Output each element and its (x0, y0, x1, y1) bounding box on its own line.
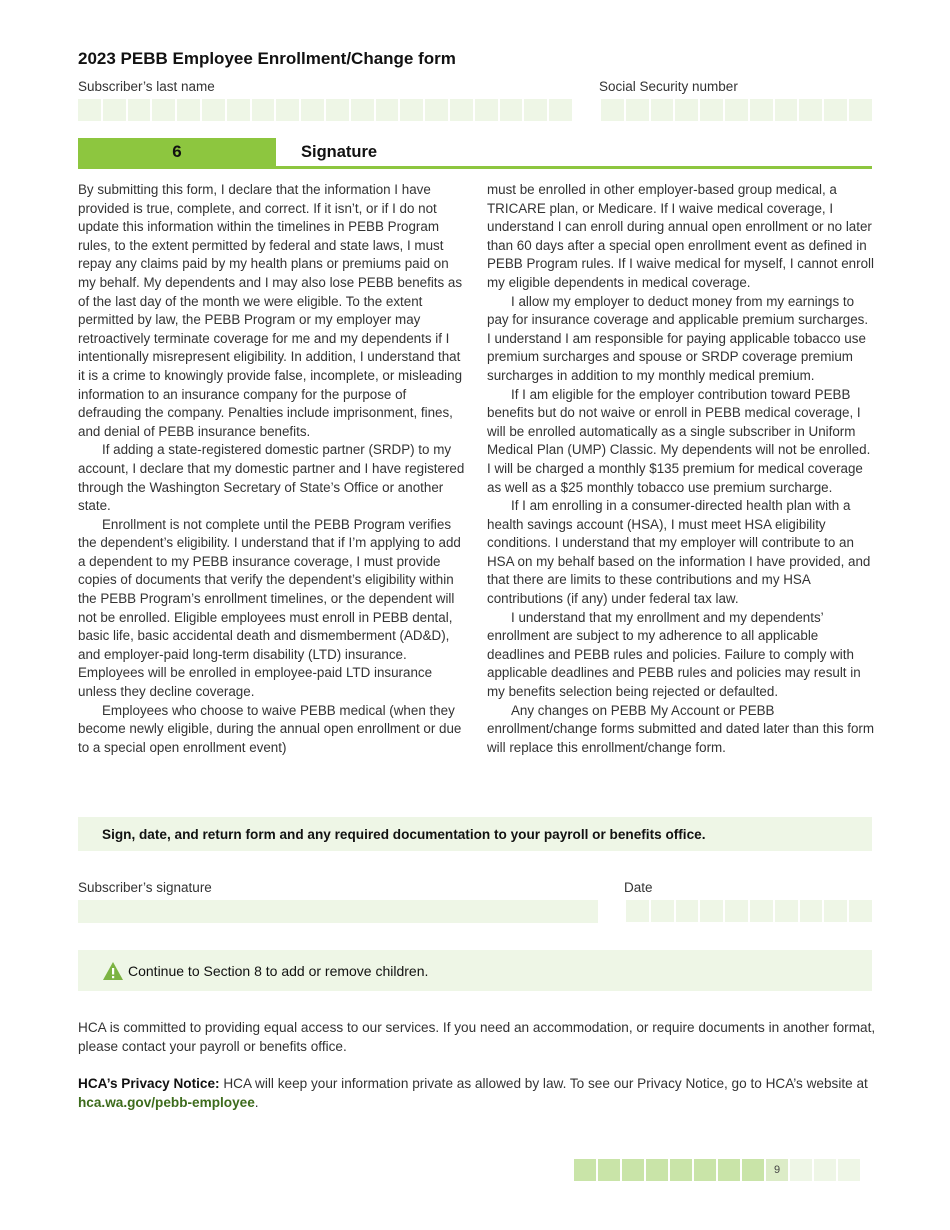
last-name-char-box[interactable] (400, 99, 423, 121)
last-name-char-box[interactable] (450, 99, 473, 121)
last-name-char-box[interactable] (152, 99, 175, 121)
last-name-char-box[interactable] (475, 99, 498, 121)
ssn-label: Social Security number (599, 79, 738, 94)
page-indicator (574, 1159, 860, 1181)
ssn-char-box[interactable] (700, 99, 723, 121)
declaration-left-column (78, 181, 466, 757)
last-name-input[interactable] (78, 99, 572, 121)
continue-note-text: Continue to Section 8 to add or remove children. (128, 962, 429, 979)
date-char-box[interactable] (824, 900, 847, 922)
ssn-char-box[interactable] (601, 99, 624, 121)
ssn-input[interactable] (601, 99, 872, 121)
date-char-box[interactable] (800, 900, 823, 922)
declaration-paragraph: must be enrolled in other employer-based group medical, a TRICARE plan, or Medicare. If I waive medical coverage, I understand I can enroll during annual open enrollment or no later than 60 days after a special open enrollment event as defined in PEBB Program rules. If I waive medical for myself, I cannot enroll my eligible dependents in medical coverage. (487, 182, 874, 290)
ssn-char-box[interactable] (651, 99, 674, 121)
declaration-paragraph: Any changes on PEBB My Account or PEBB enrollment/change forms submitted and dated later than this form will replace this enrollment/change form. (487, 702, 875, 755)
last-name-char-box[interactable] (500, 99, 523, 121)
ssn-char-box[interactable] (849, 99, 872, 121)
last-name-char-box[interactable] (351, 99, 374, 121)
ssn-char-box[interactable] (799, 99, 822, 121)
date-char-box[interactable] (626, 900, 649, 922)
date-char-box[interactable] (676, 900, 699, 922)
declaration-right-column (487, 181, 875, 757)
last-name-char-box[interactable] (227, 99, 250, 121)
signature-label: Subscriber’s signature (78, 880, 212, 895)
date-char-box[interactable] (775, 900, 798, 922)
date-char-box[interactable] (651, 900, 674, 922)
last-name-char-box[interactable] (524, 99, 547, 121)
privacy-notice-end: . (254, 1095, 259, 1110)
date-label: Date (624, 880, 653, 895)
ssn-char-box[interactable] (775, 99, 798, 121)
privacy-link[interactable]: hca.wa.gov/pebb-employee (78, 1095, 255, 1110)
form-title: 2023 PEBB Employee Enrollment/Change form (78, 49, 456, 68)
declaration-paragraph: I allow my employer to deduct money from my earnings to pay for insurance coverage and applicable premium surcharges. I understand I am responsible for paying applicable tobacco use premium surcharges and spouse or SRDP coverage premium surcharges in addition to my monthly medical premium. (487, 293, 869, 383)
signature-input[interactable] (78, 900, 598, 923)
section-header (78, 138, 872, 169)
page-indicator-block (814, 1159, 836, 1181)
ssn-char-box[interactable] (725, 99, 748, 121)
page-indicator-block (622, 1159, 644, 1181)
last-name-char-box[interactable] (177, 99, 200, 121)
last-name-char-box[interactable] (252, 99, 275, 121)
section-title: Signature (301, 142, 378, 161)
declaration-paragraph: If I am enrolling in a consumer-directed health plan with a health savings account (HSA), I must meet HSA eligibility conditions. I understand that my employer will contribute to an HSA on my behalf based on the information I have provided, and that there are limits to these contributions and my HSA contributions (if any) under federal tax law. (487, 498, 871, 607)
section-number: 6 (78, 138, 276, 166)
page-indicator-block (790, 1159, 812, 1181)
date-input[interactable] (626, 900, 872, 922)
last-name-char-box[interactable] (326, 99, 349, 121)
page-indicator-block (718, 1159, 740, 1181)
page-indicator-block (694, 1159, 716, 1181)
last-name-label: Subscriber’s last name (78, 79, 215, 94)
declaration-paragraph: If I am eligible for the employer contribution toward PEBB benefits but do not waive or enroll in PEBB medical coverage, I will be enrolled automatically as a single subscriber in Uniform Medical Plan (UMP) Classic. My dependents will not be enrolled. I will be charged a monthly $135 premium for medical coverage as well as a $25 monthly tobacco use premium surcharge. (487, 386, 871, 495)
date-char-box[interactable] (849, 900, 872, 922)
ssn-char-box[interactable] (750, 99, 773, 121)
warning-icon (102, 961, 124, 981)
date-char-box[interactable] (725, 900, 748, 922)
privacy-notice-text: HCA will keep your information private as allowed by law. To see our Privacy Notice, go to HCA’s website at (223, 1076, 868, 1091)
ssn-char-box[interactable] (626, 99, 649, 121)
page-indicator-block (670, 1159, 692, 1181)
ssn-char-box[interactable] (675, 99, 698, 121)
declaration-paragraph: I understand that my enrollment and my dependents’ enrollment are subject to my adherence to all applicable deadlines and PEBB rules and policies. Failure to comply with applicable deadlines and PEBB rules and policies may result in my benefits selection being rejected or defaulted. (487, 609, 861, 700)
declaration-paragraph: By submitting this form, I declare that the information I have provided is true, complete, and correct. If it isn’t, or if I do not update this information within the timelines in PEBB Program rules, to the extent permitted by federal and state laws, I must repay any claims paid by my health plans or premiums paid on my behalf. My dependents and I may also lose PEBB benefits as of the last day of the month we were eligible. To the extent permitted by law, the PEBB Program or my employer may retroactively terminate coverage for me and my dependents if I intentionally misrepresent eligibility. In addition, I understand that it is a crime to knowingly provide false, incomplete, or misleading information to an insurance company for the purpose of defrauding the company. Penalties include imprisonment, fines, and denial of PEBB insurance benefits. (78, 182, 463, 439)
last-name-char-box[interactable] (301, 99, 324, 121)
privacy-notice (78, 1074, 878, 1112)
last-name-char-box[interactable] (103, 99, 126, 121)
last-name-char-box[interactable] (276, 99, 299, 121)
ssn-char-box[interactable] (824, 99, 847, 121)
last-name-char-box[interactable] (425, 99, 448, 121)
date-char-box[interactable] (750, 900, 773, 922)
last-name-char-box[interactable] (128, 99, 151, 121)
page-indicator-block (598, 1159, 620, 1181)
continue-note (78, 950, 872, 991)
last-name-char-box[interactable] (376, 99, 399, 121)
declaration-paragraph: If adding a state-registered domestic partner (SRDP) to my account, I declare that my domestic partner and I have registered through the Washington Secretary of State’s Office or another state. (78, 442, 465, 514)
last-name-char-box[interactable] (78, 99, 101, 121)
privacy-notice-label: HCA’s Privacy Notice: (78, 1076, 220, 1091)
accessibility-notice: HCA is committed to providing equal access to our services. If you need an accommodation, or require documents in another format, please contact your payroll or benefits office. (78, 1020, 876, 1054)
last-name-char-box[interactable] (202, 99, 225, 121)
date-char-box[interactable] (700, 900, 723, 922)
return-instructions: Sign, date, and return form and any required documentation to your payroll or benefits office. (78, 817, 872, 851)
page-indicator-block (574, 1159, 596, 1181)
page-indicator-block (742, 1159, 764, 1181)
page-number: 9 (766, 1159, 788, 1181)
page-indicator-block (646, 1159, 668, 1181)
last-name-char-box[interactable] (549, 99, 572, 121)
declaration-paragraph: Enrollment is not complete until the PEBB Program verifies the dependent’s eligibility. I understand that if I’m applying to add a dependent to my PEBB insurance coverage, I must provide copies of documents that verify the dependent’s eligibility within the PEBB Program’s enrollment timelines, or the dependent will not be enrolled. Eligible employees must enroll in PEBB dental, basic life, basic accidental death and dismemberment (AD&D), and employer-paid long-term disability (LTD) insurance. Employees will be enrolled in employee-paid LTD insurance unless they decline coverage. (78, 516, 461, 700)
page-indicator-block (838, 1159, 860, 1181)
declaration-paragraph: Employees who choose to waive PEBB medical (when they become newly eligible, during the annual open enrollment or due to a special open enrollment event) (78, 702, 462, 755)
